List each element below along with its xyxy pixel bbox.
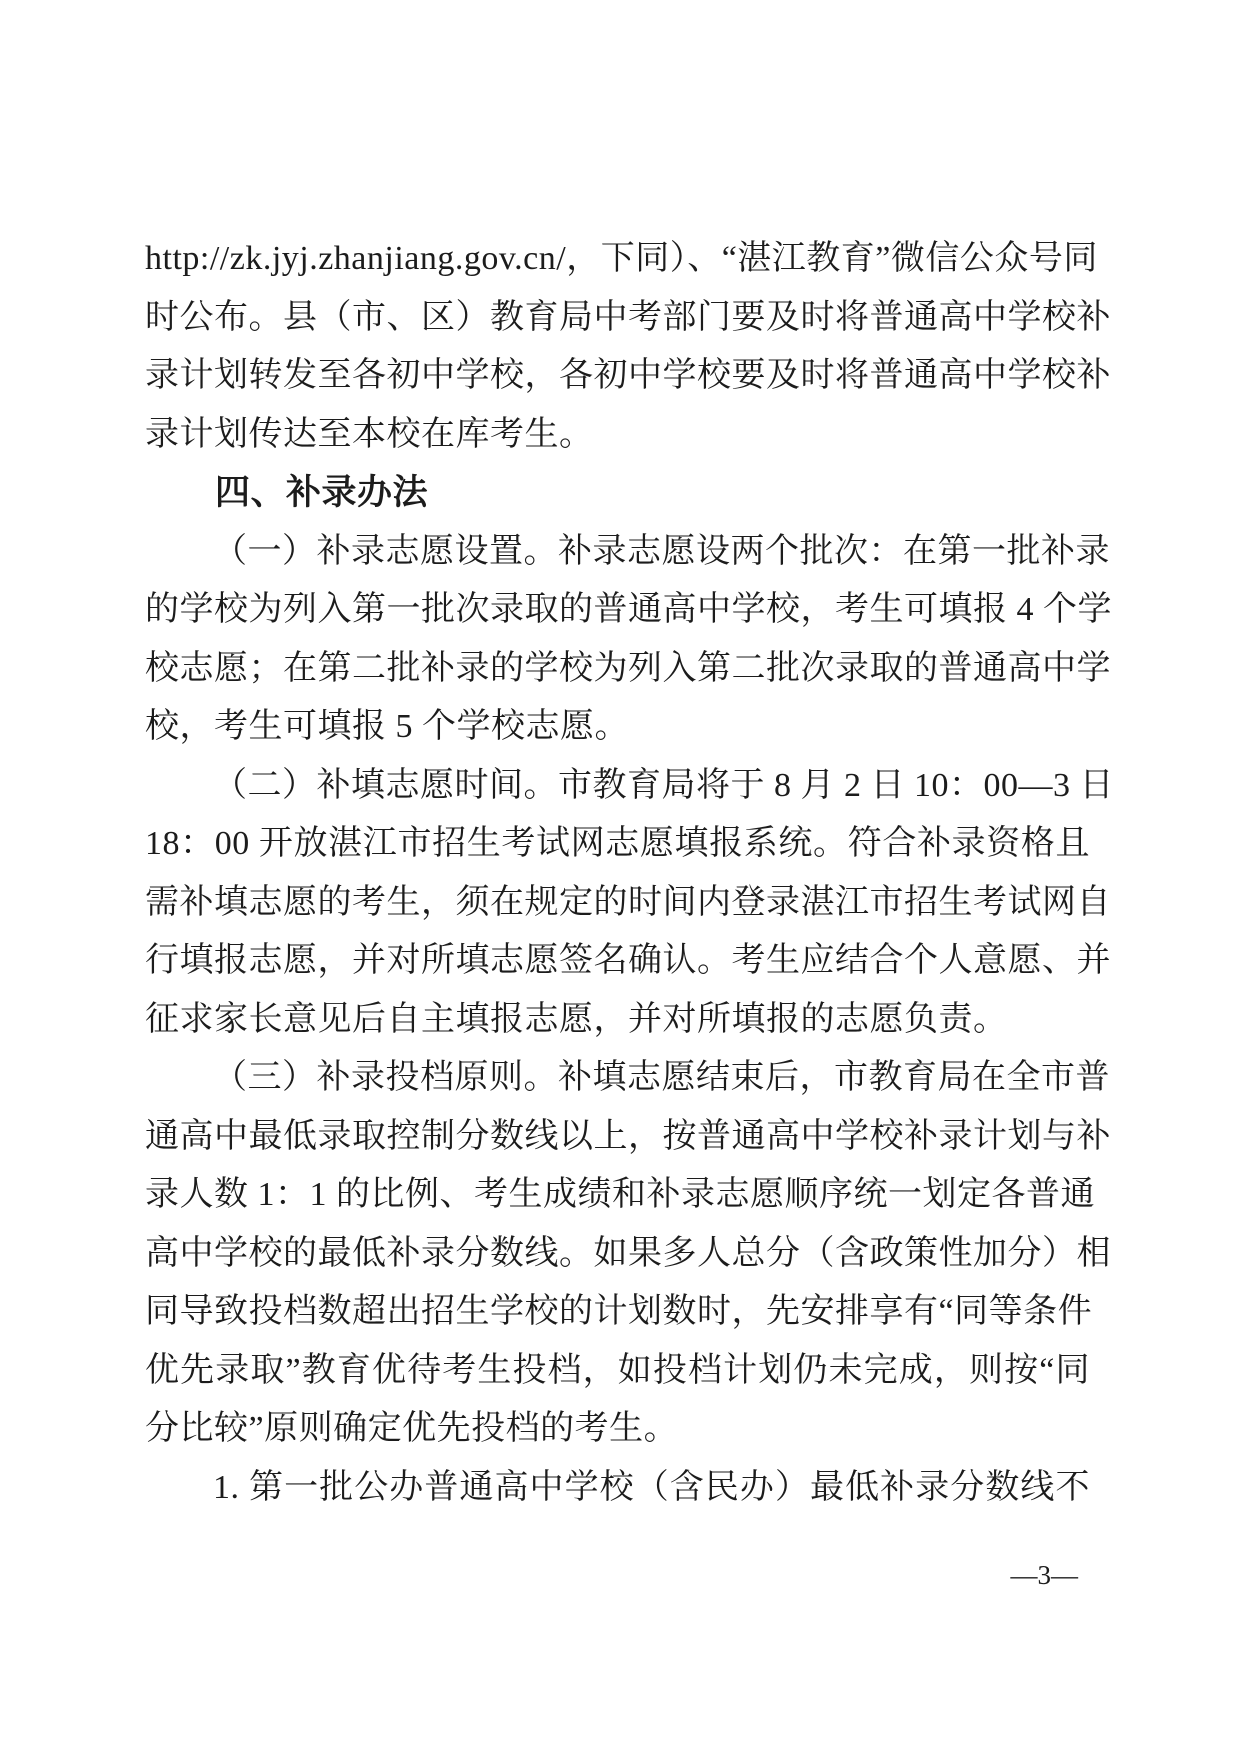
text-line: 高中学校的最低补录分数线。如果多人总分（含政策性加分）相 xyxy=(145,1234,1111,1272)
text-line: 18：00 开放湛江市招生考试网志愿填报系统。符合补录资格且 xyxy=(145,825,1090,862)
text-line: 同导致投档数超出招生学校的计划数时，先安排享有“同等条件 xyxy=(145,1293,1093,1330)
text-line: 时公布。县（市、区）教育局中考部门要及时将普通高中学校补 xyxy=(145,298,1111,336)
text-line: 征求家长意见后自主填报志愿，并对所填报的志愿负责。 xyxy=(145,1000,1008,1038)
text-line: 校志愿；在第二批补录的学校为列入第二批次录取的普通高中学 xyxy=(145,649,1111,687)
text-line: 录人数 1：1 的比例、考生成绩和补录志愿顺序统一划定各普通 xyxy=(145,1176,1095,1213)
text-line: http://zk.jyj.zhanjiang.gov.cn/，下同）、“湛江教育”微信公众号同 xyxy=(145,240,1098,277)
text-line: 行填报志愿，并对所填志愿签名确认。考生应结合个人意愿、并 xyxy=(145,942,1111,979)
text-line: 录计划传达至本校在库考生。 xyxy=(145,415,594,453)
text-line: （二）补填志愿时间。市教育局将于 8 月 2 日 10：00—3 日 xyxy=(213,766,1114,804)
text-line: 1. 第一批公办普通高中学校（含民办）最低补录分数线不 xyxy=(213,1468,1090,1506)
text-line: 录计划转发至各初中学校，各初中学校要及时将普通高中学校补 xyxy=(145,357,1111,394)
document-body xyxy=(145,230,1114,1517)
text-line: （三）补录投档原则。补填志愿结束后，市教育局在全市普 xyxy=(213,1059,1110,1096)
text-line: （一）补录志愿设置。补录志愿设两个批次：在第一批补录 xyxy=(213,532,1110,570)
section-heading: 四、补录办法 xyxy=(215,473,429,512)
text-line: 分比较”原则确定优先投档的考生。 xyxy=(145,1410,679,1447)
text-line: 的学校为列入第一批次录取的普通高中学校，考生可填报 4 个学 xyxy=(145,591,1112,628)
text-line: 优先录取”教育优待考生投档，如投档计划仍未完成，则按“同 xyxy=(145,1351,1090,1389)
text-line: 校，考生可填报 5 个学校志愿。 xyxy=(145,708,629,745)
text-line: 通高中最低录取控制分数线以上，按普通高中学校补录计划与补 xyxy=(145,1117,1111,1155)
page-number: —3— xyxy=(1010,1560,1078,1590)
text-line: 需补填志愿的考生，须在规定的时间内登录湛江市招生考试网自 xyxy=(145,883,1111,921)
